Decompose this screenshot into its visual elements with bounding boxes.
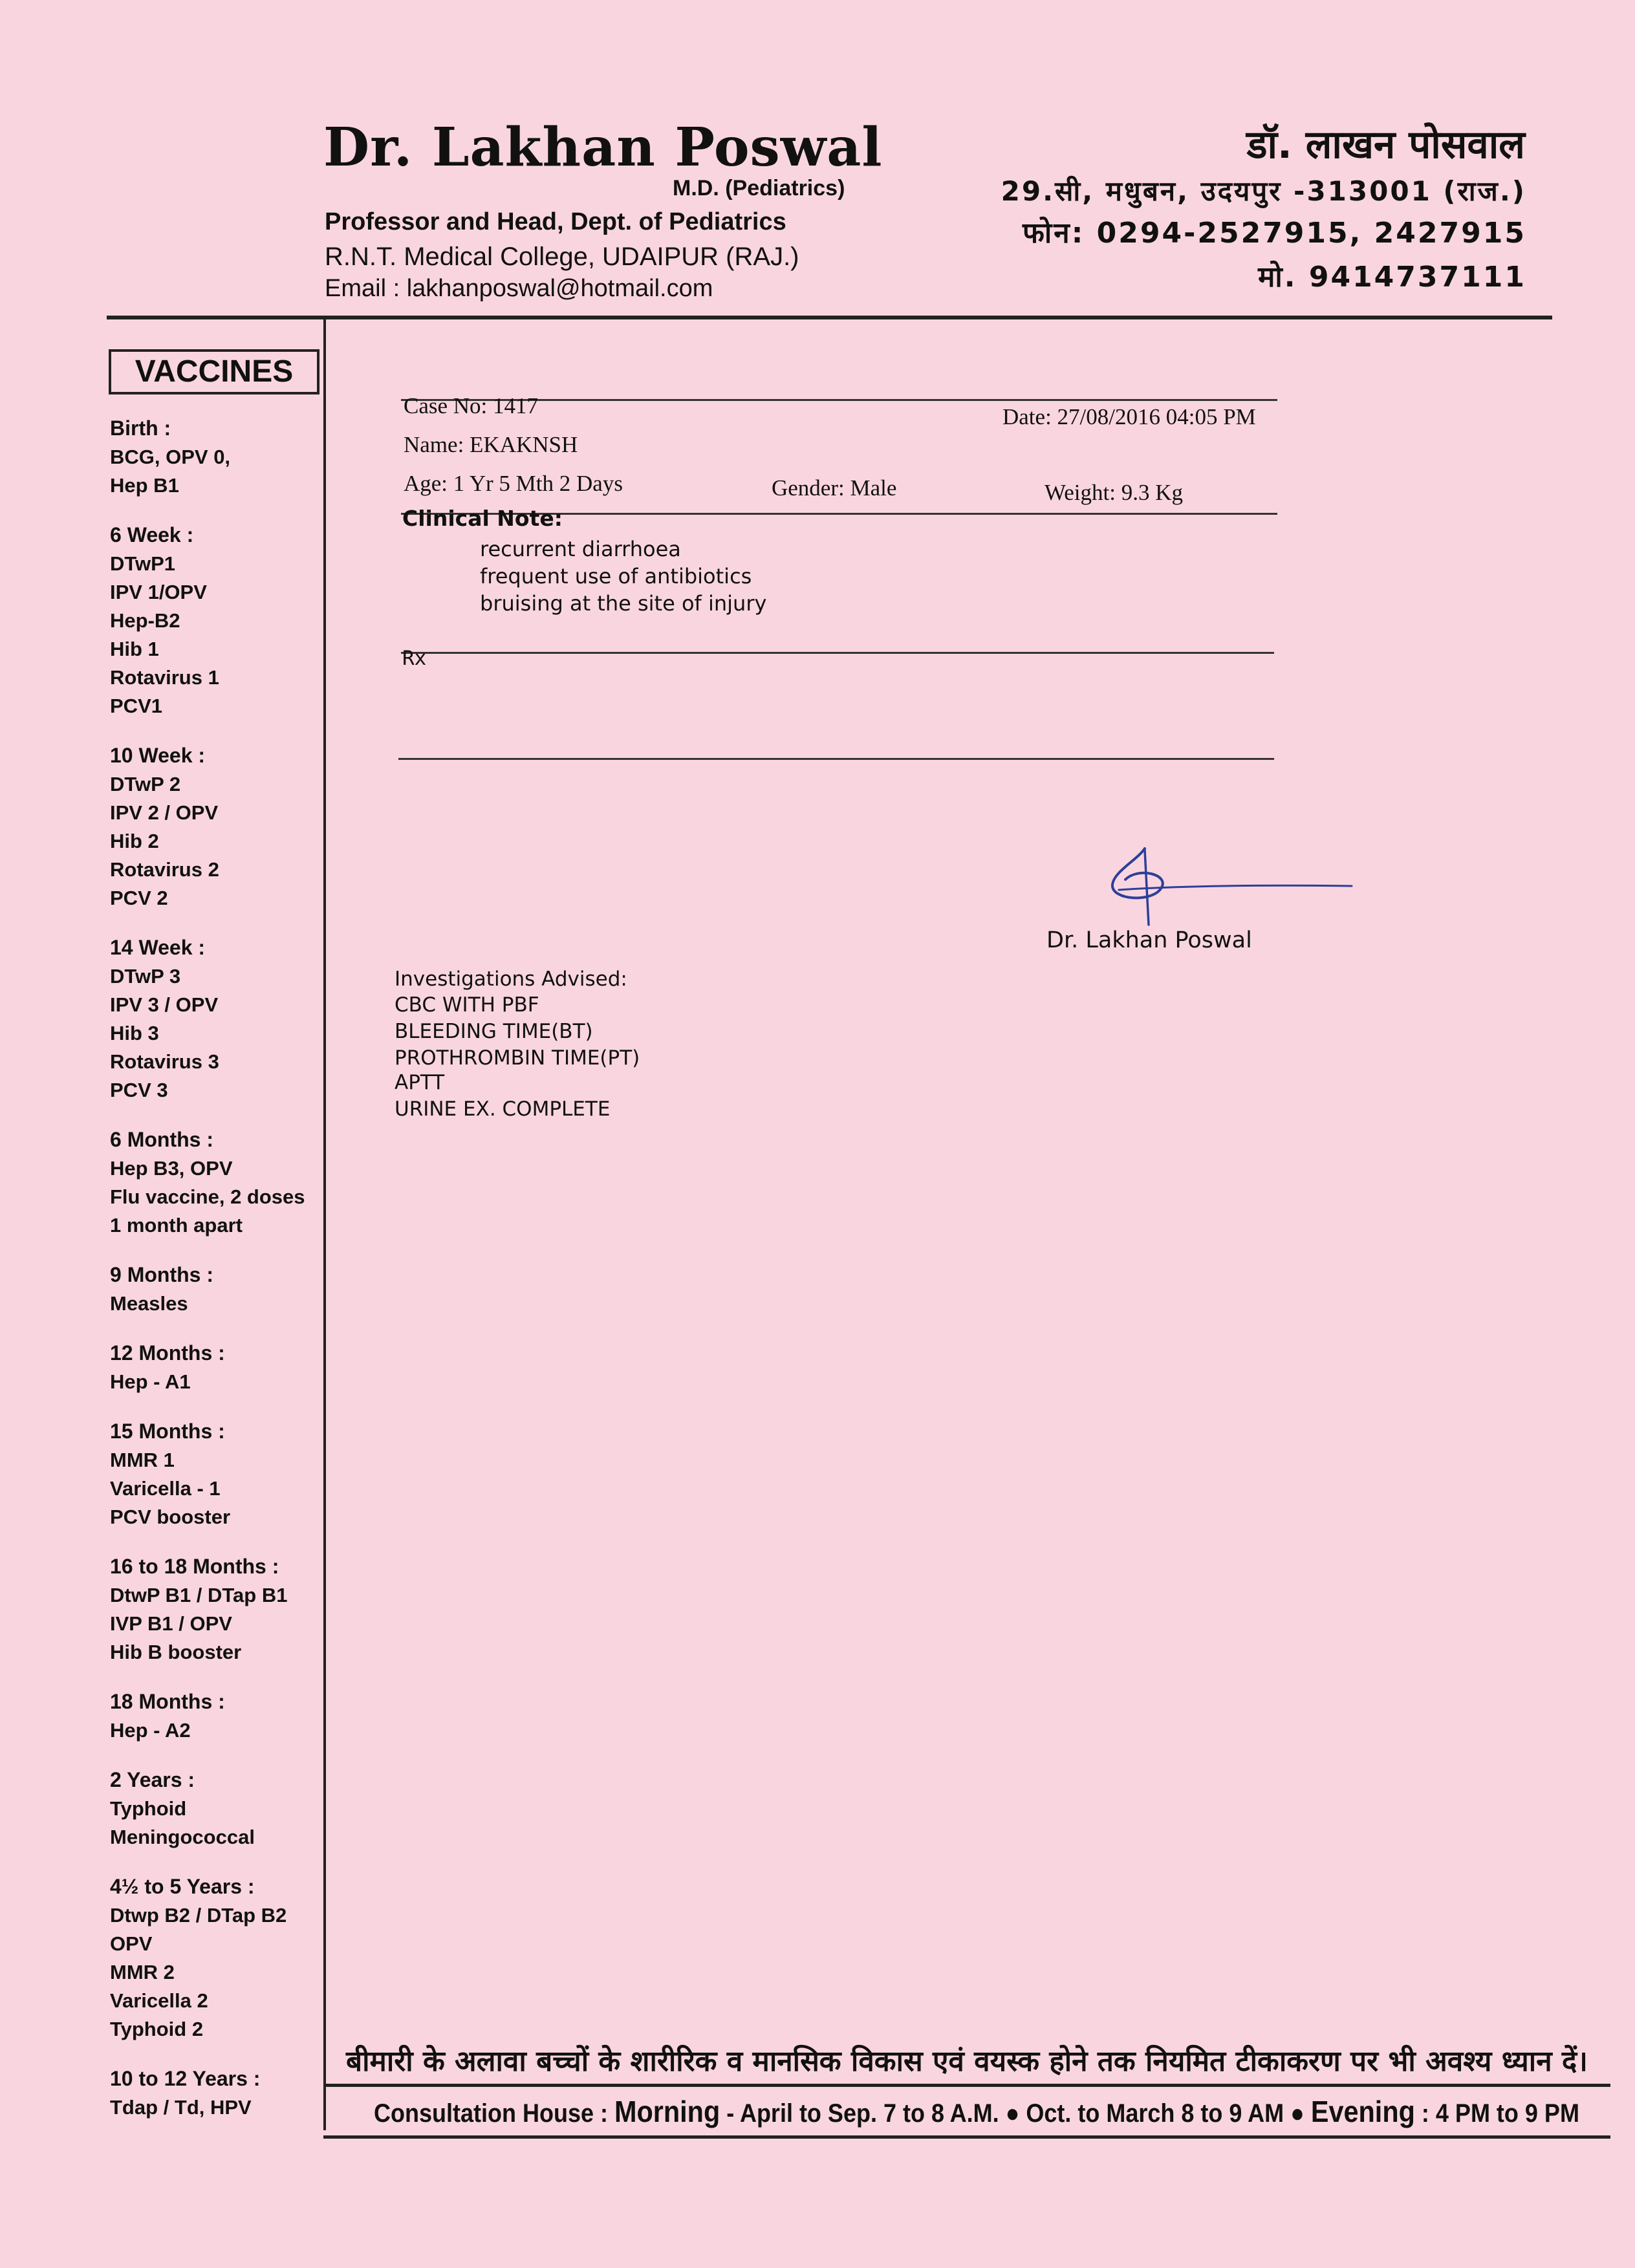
vaccine-group-heading: 6 Months :	[110, 1128, 213, 1151]
doctor-title: Professor and Head, Dept. of Pediatrics	[325, 208, 786, 235]
vaccine-item: Rotavirus 2	[110, 858, 219, 881]
vaccine-group	[110, 1687, 323, 1745]
investigation-item: BLEEDING TIME(BT)	[395, 1020, 593, 1043]
vaccine-item: OPV	[110, 1932, 153, 1955]
vaccine-item: Typhoid	[110, 1797, 187, 1820]
vaccine-group	[110, 2064, 323, 2122]
vaccine-group-heading: 6 Week :	[110, 523, 194, 546]
vaccine-item: PCV 3	[110, 1079, 168, 1101]
investigations-label: Investigations Advised:	[395, 967, 627, 991]
vaccine-item: Rotavirus 1	[110, 666, 219, 689]
vaccine-item: DTwP 3	[110, 965, 181, 988]
morning-label: Morning	[614, 2095, 720, 2128]
address-hindi: 29.सी, मधुबन, उदयपुर -313001 (राज.)	[1001, 175, 1526, 207]
investigation-item: URINE EX. COMPLETE	[395, 1097, 611, 1121]
vaccine-item: Rotavirus 3	[110, 1050, 219, 1073]
clinical-note-line: recurrent diarrhoea	[480, 537, 681, 561]
consult-label: Consultation House :	[374, 2099, 608, 2128]
vaccine-item: Hib B booster	[110, 1641, 242, 1663]
vaccine-item: Meningococcal	[110, 1826, 255, 1848]
case-number: Case No: 1417	[404, 393, 539, 418]
vaccine-item: Hep-B2	[110, 609, 180, 632]
vaccine-group-heading: 10 to 12 Years :	[110, 2067, 261, 2090]
vaccine-item: IVP B1 / OPV	[110, 1612, 232, 1635]
consultation-hours	[374, 2094, 1579, 2129]
vaccine-group-heading: 10 Week :	[110, 744, 206, 767]
vaccine-item: Hib 2	[110, 830, 159, 852]
vaccine-item: IPV 1/OPV	[110, 581, 207, 603]
vaccine-item: MMR 1	[110, 1449, 175, 1471]
vaccine-group	[110, 933, 323, 1105]
vaccine-item: Hep B3, OPV	[110, 1157, 233, 1180]
vaccine-item: PCV1	[110, 695, 162, 717]
college-name: R.N.T. Medical College, UDAIPUR (RAJ.)	[325, 243, 799, 271]
vaccine-item: MMR 2	[110, 1961, 175, 1983]
vaccine-item: DTwP 2	[110, 773, 181, 795]
vaccine-item: IPV 2 / OPV	[110, 801, 219, 824]
clinical-note-label: Clinical Note:	[402, 506, 563, 531]
vaccine-item: Varicella 2	[110, 1989, 208, 2012]
vaccine-group	[110, 1766, 323, 1852]
evening-label: Evening	[1310, 2095, 1415, 2128]
vaccine-item: Measles	[110, 1292, 188, 1315]
vaccine-group	[110, 414, 323, 500]
vaccine-group-heading: 12 Months :	[110, 1341, 225, 1365]
evening-hours: : 4 PM to 9 PM	[1421, 2099, 1579, 2128]
investigation-item: PROTHROMBIN TIME(PT)	[395, 1046, 640, 1070]
vaccine-item: PCV 2	[110, 887, 168, 909]
footer-hindi-note: बीमारी के अलावा बच्चों के शारीरिक व मानसिक विकास एवं वयस्क होने तक नियमित टीकाकरण पर भी अवश्य ध्यान दें।	[346, 2045, 1588, 2078]
vaccine-group	[110, 1552, 323, 1667]
vaccine-item: Hep B1	[110, 474, 179, 497]
doctor-name: Dr. Lakhan Poswal	[323, 116, 883, 178]
vaccine-item: Dtwp B2 / DTap B2	[110, 1904, 287, 1927]
vaccine-item: DtwP B1 / DTap B1	[110, 1584, 288, 1606]
sidebar-divider	[323, 319, 326, 2130]
investigation-item: APTT	[395, 1071, 445, 1094]
patient-gender: Gender: Male	[772, 475, 897, 501]
vaccine-group-heading: 2 Years :	[110, 1768, 195, 1791]
vaccine-group	[110, 1260, 323, 1318]
doctor-name-hindi: डॉ. लाखन पोसवाल	[1246, 122, 1525, 167]
investigation-item: CBC WITH PBF	[395, 993, 539, 1017]
vaccine-group	[110, 1417, 323, 1531]
morning-hours: - April to Sep. 7 to 8 A.M. ● Oct. to March 8 to 9 AM ●	[726, 2099, 1305, 2128]
vaccine-group-heading: 4½ to 5 Years :	[110, 1875, 255, 1898]
signature-name: Dr. Lakhan Poswal	[1046, 927, 1252, 953]
footer-top-rule	[323, 2084, 1610, 2087]
vaccine-group	[110, 1872, 323, 2044]
vaccine-item: BCG, OPV 0,	[110, 446, 231, 468]
phone-hindi: फोन: 0294-2527915, 2427915	[1022, 217, 1526, 250]
doctor-degree: M.D. (Pediatrics)	[673, 176, 845, 200]
rx-top-rule	[401, 652, 1274, 654]
vaccine-item: Typhoid 2	[110, 2018, 204, 2040]
vaccine-group	[110, 1339, 323, 1396]
vaccine-group-heading: 9 Months :	[110, 1263, 213, 1286]
vaccine-group-heading: 14 Week :	[110, 936, 206, 959]
vaccine-group-heading: 15 Months :	[110, 1420, 225, 1443]
vaccine-item: Tdap / Td, HPV	[110, 2096, 252, 2119]
vaccine-item: PCV booster	[110, 1506, 231, 1528]
patient-weight: Weight: 9.3 Kg	[1045, 480, 1183, 505]
vaccine-item: Hep - A1	[110, 1370, 191, 1393]
vaccine-group-heading: 18 Months :	[110, 1690, 225, 1713]
vaccine-item: Hep - A2	[110, 1719, 191, 1742]
vaccine-group-heading: Birth :	[110, 416, 171, 440]
rx-bottom-rule	[398, 758, 1274, 760]
mobile-hindi: मो. 9414737111	[1258, 261, 1526, 294]
vaccine-item: Flu vaccine, 2 doses	[110, 1185, 305, 1208]
vaccine-group-heading: 16 to 18 Months :	[110, 1555, 279, 1578]
doctor-email: Email : lakhanposwal@hotmail.com	[325, 275, 713, 302]
vaccine-schedule	[110, 414, 323, 2143]
vaccines-title: VACCINES	[109, 349, 319, 394]
vaccine-item: Hib 1	[110, 638, 159, 660]
patient-age: Age: 1 Yr 5 Mth 2 Days	[404, 471, 623, 496]
vaccine-item: DTwP1	[110, 552, 176, 575]
patient-name: Name: EKAKNSH	[404, 432, 578, 457]
rx-label: Rx	[402, 647, 427, 670]
vaccine-group	[110, 741, 323, 913]
clinical-note-line: bruising at the site of injury	[480, 591, 767, 616]
vaccine-item: Hib 3	[110, 1022, 159, 1044]
vaccine-item: 1 month apart	[110, 1214, 243, 1237]
clinical-note-line: frequent use of antibiotics	[480, 564, 752, 589]
visit-date: Date: 27/08/2016 04:05 PM	[1002, 404, 1256, 429]
vaccine-group	[110, 521, 323, 720]
vaccine-item: Varicella - 1	[110, 1477, 221, 1500]
vaccine-item: IPV 3 / OPV	[110, 993, 219, 1016]
footer-bottom-rule	[323, 2135, 1610, 2139]
vaccine-group	[110, 1125, 323, 1240]
